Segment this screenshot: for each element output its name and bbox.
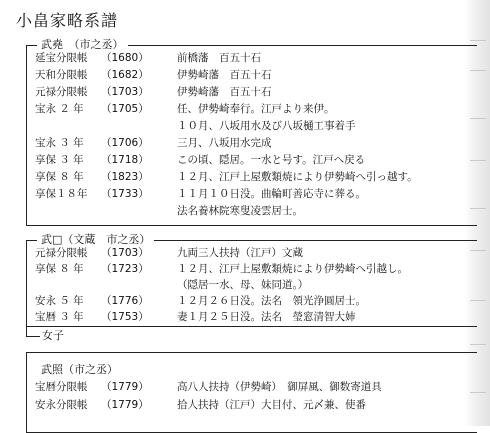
entry-source: 宝永 ３ 年 — [35, 137, 84, 149]
entry-source: 享保 ３ 年 — [35, 154, 84, 166]
entry-year: （1682） — [101, 69, 149, 81]
female-child-label: 女子 — [42, 329, 64, 342]
entry-year: （1823） — [101, 171, 149, 183]
entry-year: （1779） — [101, 381, 149, 393]
entry-year: （1753） — [101, 311, 149, 323]
entry-text: 拾人扶持（江戸）大目付、元〆兼、使番 — [177, 399, 366, 411]
entry-year: （1733） — [101, 188, 149, 200]
entry-text: １２月、江戸上屋敷類焼により伊勢崎へ引っ越す。 — [177, 171, 418, 183]
entry-year: （1705） — [101, 103, 149, 115]
entry-year: （1680） — [101, 52, 149, 64]
entry-text: 九両三人扶持（江戸）文蔵 — [177, 247, 303, 259]
entry-text: １２月、江戸上屋敷類焼により伊勢崎へ引越し。 — [177, 263, 408, 275]
entry-text: １２月２６日没。法名 領光浄圓居士。 — [177, 295, 366, 307]
entry-source: 元禄分限帳 — [35, 86, 88, 98]
entry-year: （1776） — [101, 295, 149, 307]
section-2-heading: 武□（文蔵 市之丞） — [37, 232, 154, 248]
entry-text: １０月、八坂用水及び八坂樋工事着手 — [177, 120, 356, 132]
entry-source: 宝永 ２ 年 — [35, 103, 84, 115]
genealogy-section-3 — [26, 352, 477, 433]
entry-text: 任、伊勢崎奉行。江戸より来伊。 — [177, 103, 335, 115]
entry-text: この頃、隠居。一水と号す。江戸へ戻る — [177, 154, 366, 166]
entry-source: 元禄分限帳 — [35, 247, 88, 259]
section-3-heading: 武照（市之丞） — [37, 362, 122, 378]
entry-source: 安永分限帳 — [35, 399, 88, 411]
female-branch-line — [26, 336, 40, 337]
entry-source: 天和分限帳 — [35, 69, 88, 81]
entry-source: 宝暦 ３ 年 — [35, 311, 84, 323]
document-title: 小畠家略系譜 — [16, 11, 119, 30]
entry-year: （1779） — [101, 399, 149, 411]
entry-text: 伊勢崎藩 百五十石 — [177, 86, 272, 98]
entry-text: 伊勢崎藩 百五十石 — [177, 69, 272, 81]
tree-connector — [26, 326, 27, 336]
entry-source: 享保 ８ 年 — [35, 171, 84, 183]
entry-source: 安永 ５ 年 — [35, 295, 84, 307]
entry-source: 享保 ８ 年 — [35, 263, 84, 275]
entry-text: 前橋藩 百五十石 — [177, 52, 261, 64]
entry-source: 延宝分限帳 — [35, 52, 88, 64]
entry-source: 享保１８年 — [35, 188, 88, 200]
entry-year: （1703） — [101, 86, 149, 98]
entry-text: 妻１月２５日没。法名 瑩窓清智大姉 — [177, 311, 356, 323]
entry-text: 法名養林院寒叟凌雲居士。 — [177, 205, 303, 217]
entry-year: （1718） — [101, 154, 149, 166]
entry-year: （1706） — [101, 137, 149, 149]
genealogy-section-2 — [26, 233, 477, 327]
genealogy-section-1 — [26, 38, 477, 226]
entry-year: （1703） — [101, 247, 149, 259]
entry-text: 三月、八坂用水完成 — [177, 137, 272, 149]
entry-text: 高八人扶持（伊勢崎） 御屏風、御数寄道具 — [177, 381, 382, 393]
entry-source: 宝暦分限帳 — [35, 381, 88, 393]
entry-text: １１月１０日没。曲輪町善応寺に葬る。 — [177, 188, 366, 200]
section-1-heading: 武堯 （市之丞） — [37, 37, 128, 53]
entry-text: （隠居一水、母、妹同道。） — [177, 279, 309, 291]
entry-year: （1723） — [101, 263, 149, 275]
